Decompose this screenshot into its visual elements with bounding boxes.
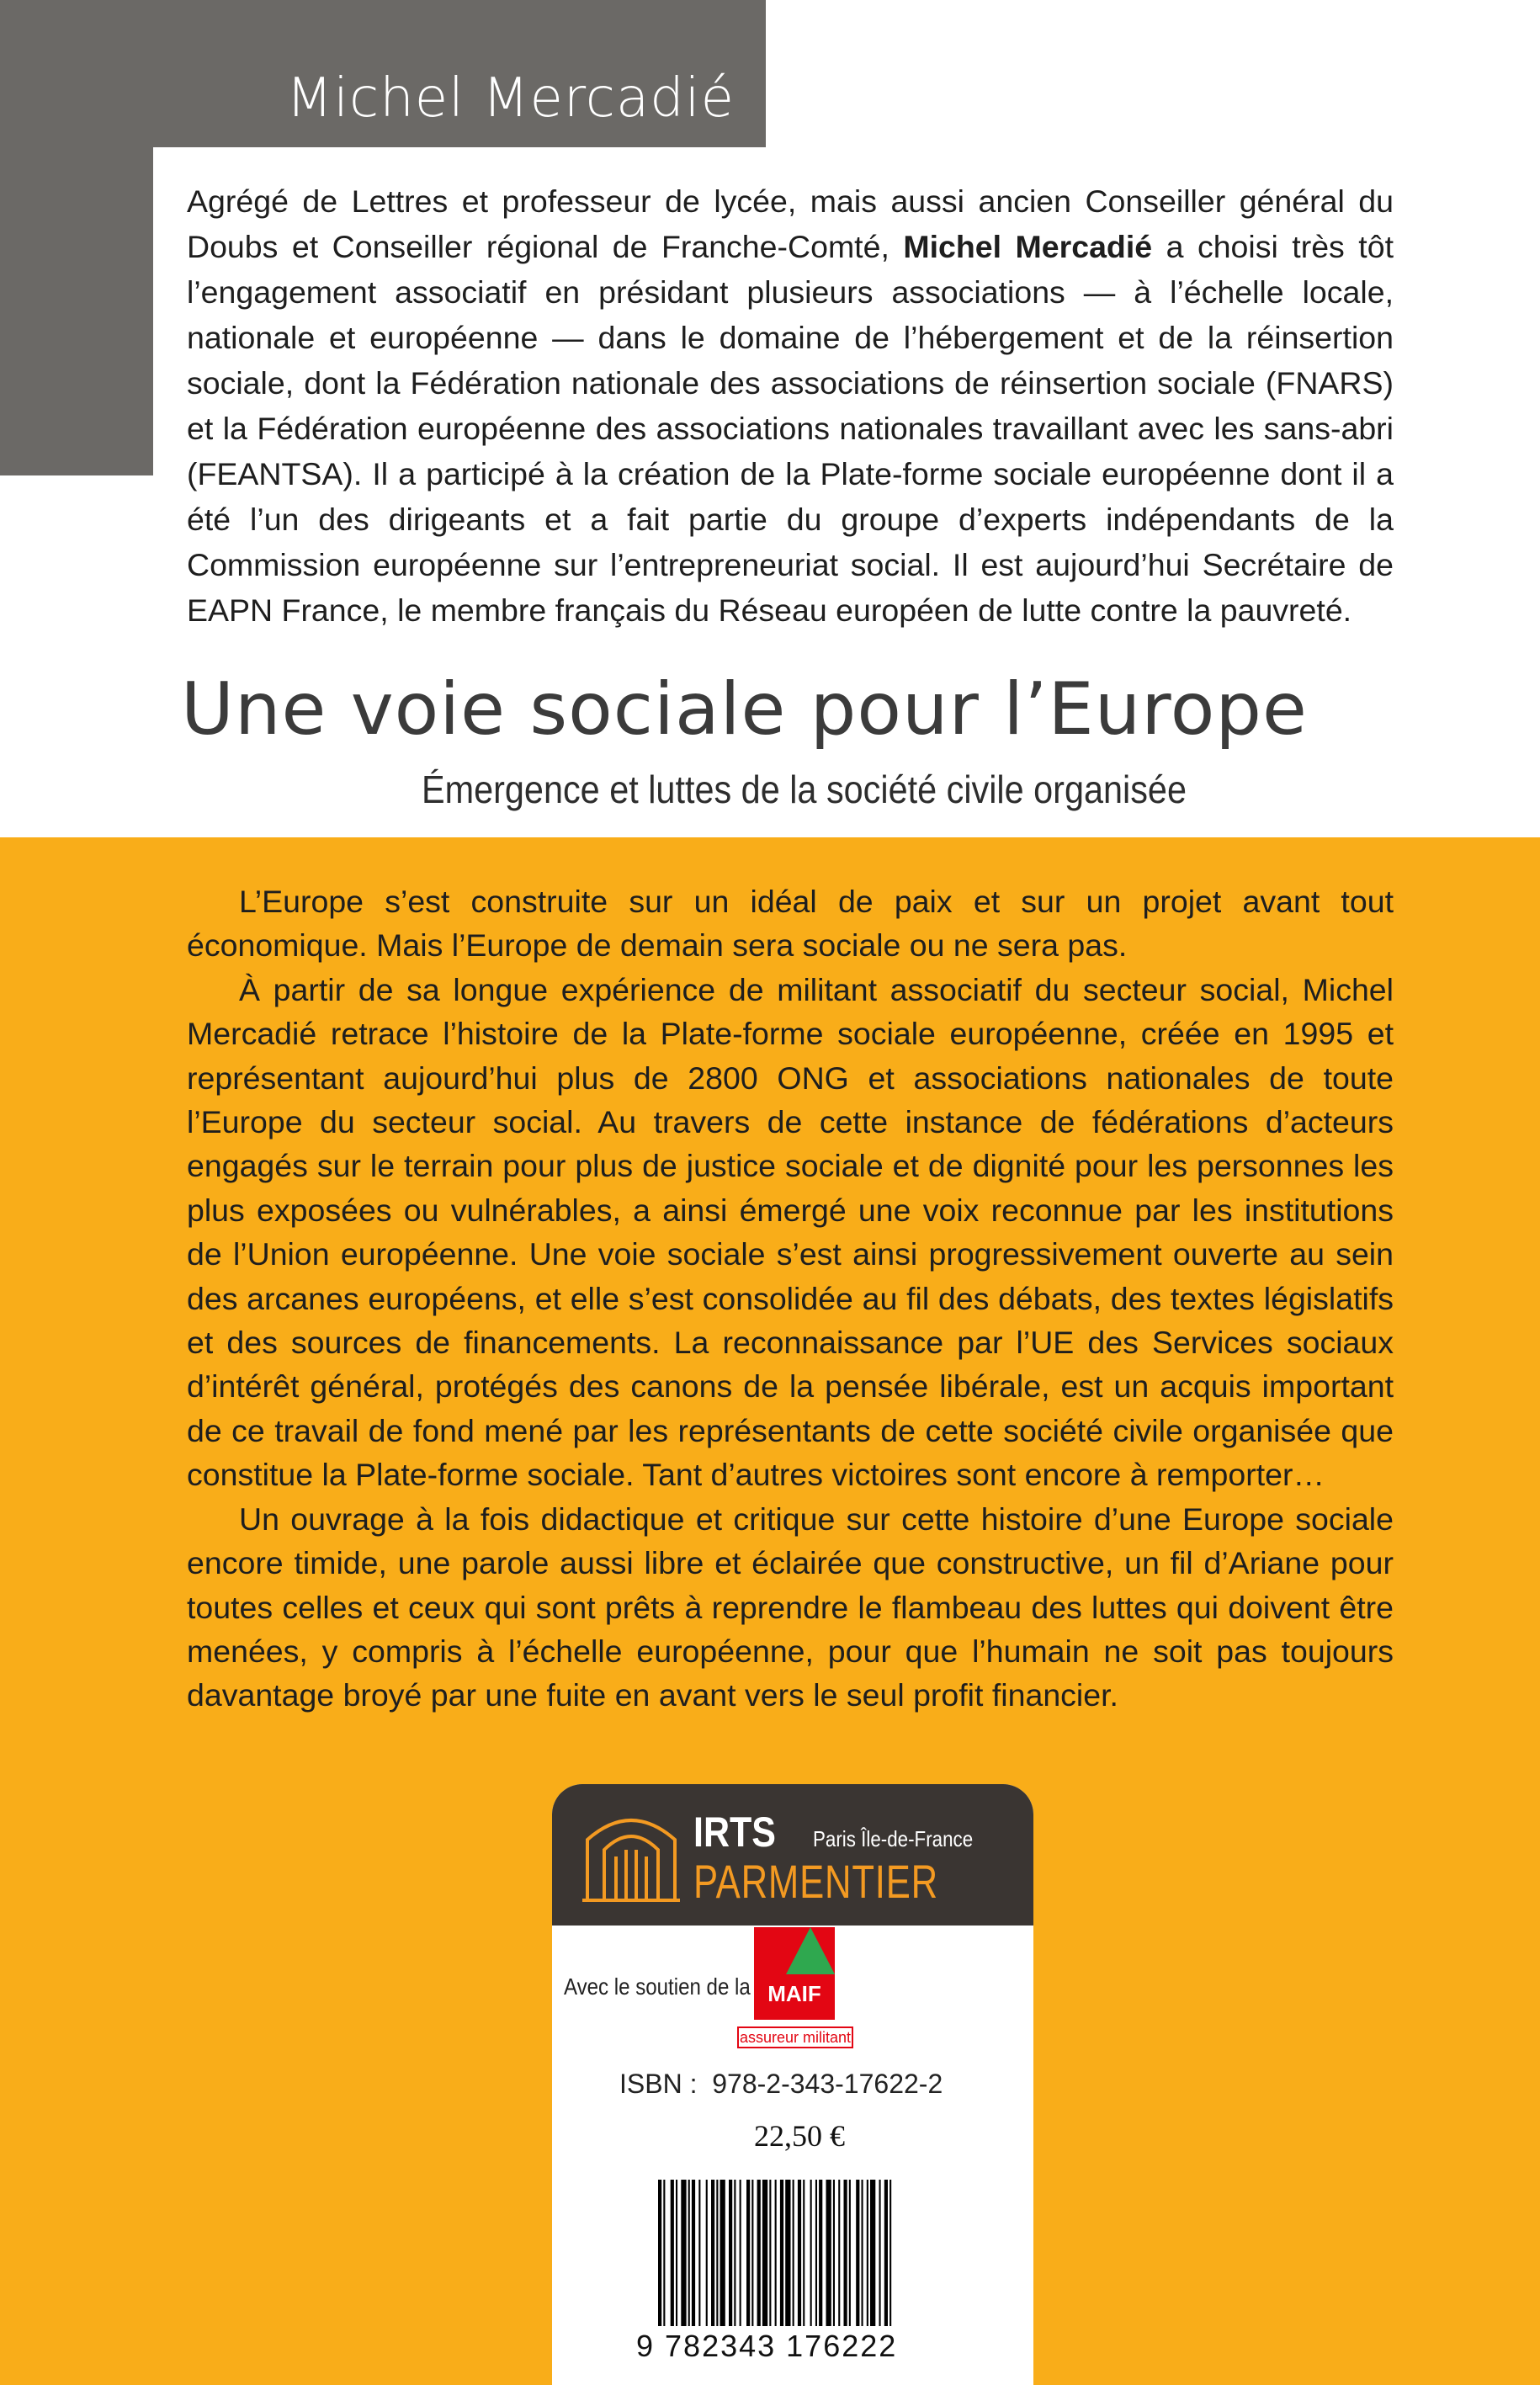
gate-icon — [581, 1806, 682, 1905]
barcode-bar — [757, 2180, 761, 2326]
support-text: Avec le soutien de la — [564, 1973, 751, 2000]
barcode-bar — [762, 2180, 767, 2326]
barcode-bar — [862, 2180, 863, 2326]
barcode-bar — [793, 2180, 794, 2326]
barcode-bar — [785, 2180, 790, 2326]
barcode-bar — [867, 2180, 868, 2326]
bio-author-name: Michel Mercadié — [903, 229, 1153, 264]
barcode-bar — [676, 2180, 677, 2326]
isbn-value: 978-2-343-17622-2 — [712, 2069, 943, 2099]
book-blurb — [187, 879, 1394, 1718]
author-name: Michel Mercadié — [286, 67, 735, 130]
maif-logo-text: MAIF — [767, 1981, 821, 2006]
barcode-bar — [746, 2180, 750, 2326]
barcode-bar — [751, 2180, 753, 2326]
irts-region: Paris Île-de-France — [813, 1826, 974, 1851]
barcode-bar — [833, 2180, 835, 2326]
barcode-bar — [803, 2180, 805, 2326]
barcode-bar — [870, 2180, 875, 2326]
maif-tagline: assureur militant — [737, 2026, 853, 2048]
irts-name: IRTS — [693, 1809, 776, 1856]
barcode-bar — [671, 2180, 674, 2326]
barcode-bar — [663, 2180, 665, 2326]
irts-logo — [552, 1784, 1033, 1926]
irts-subname: PARMENTIER — [693, 1855, 938, 1908]
blurb-paragraph: À partir de sa longue expérience de militant associatif du secteur social, Michel Mercadié retrace l’histoire de la Plate-forme sociale européenne, créée en 1995 et représentant aujourd’hui plus de 2800 ONG et associations nationales de toute l’Europe du secteur social. Au travers de cette instance de fédérations d’acteurs engagés sur le terrain pour plus de justice sociale et de dignité pour les personnes les plus exposées ou vulnérables, a ainsi émergé une voix reconnue par les institutions de l’Union européenne. Une voie sociale s’est ainsi progressivement ouverte au sein des arcanes européens, et elle s’est consolidée au fil des débats, des textes législatifs et des sources de financements. La reconnaissance par l’UE des Services sociaux d’intérêt général, protégés des canons de la pensée libérale, est un acquis important de ce travail de fond mené par les représentants de cette société civile organisée que constitue la Plate-forme sociale. Tant d’autres victoires sont encore à remporter… — [187, 971, 1394, 1493]
barcode-bar — [769, 2180, 771, 2326]
price: 22,50 € — [754, 2119, 845, 2153]
barcode-bar — [688, 2180, 690, 2326]
barcode-bar — [884, 2180, 888, 2326]
book-title: Une voie sociale pour l’Europe — [181, 667, 1308, 752]
author-band-side — [0, 147, 153, 475]
barcode-bar — [681, 2180, 686, 2326]
barcode-bar — [692, 2180, 695, 2326]
maif-green-shape — [786, 1927, 835, 1974]
barcode-bar — [780, 2180, 783, 2326]
barcode-bar — [815, 2180, 817, 2326]
barcode-bar — [838, 2180, 840, 2326]
barcode-bar — [734, 2180, 735, 2326]
book-subtitle: Émergence et luttes de la société civile organisée — [421, 768, 1187, 811]
barcode-bar — [879, 2180, 881, 2326]
publisher-panel — [552, 1784, 1033, 2385]
bio-text-before: Agrégé de Lettres et professeur de lycée, mais aussi ancien Conseiller général du Doubs et Conseiller régional de Franche-Comté, — [187, 183, 1394, 264]
barcode — [656, 2180, 949, 2326]
author-bio — [187, 178, 1394, 633]
barcode-bar — [716, 2180, 718, 2326]
barcode-bar — [775, 2180, 777, 2326]
barcode-bar — [849, 2180, 851, 2326]
barcode-bar — [706, 2180, 708, 2326]
barcode-bar — [729, 2180, 732, 2326]
barcode-bar — [720, 2180, 725, 2326]
barcode-digits: 9 782343 176222 — [636, 2329, 898, 2363]
barcode-bar — [819, 2180, 822, 2326]
barcode-bar — [658, 2180, 661, 2326]
blurb-paragraph: Un ouvrage à la fois didactique et critique sur cette histoire d’une Europe sociale encore timide, une parole aussi libre et éclairée que constructive, un fil d’Ariane pour toutes celles et ceux qui sont prêts à reprendre le flambeau des luttes qui doivent être menées, y compris à l’échelle européenne, pour que l’humain ne soit pas toujours davantage broyé par une fuite en avant vers le seul profit financier. — [187, 1501, 1394, 1713]
barcode-bar — [798, 2180, 801, 2326]
bio-text-after: a choisi très tôt l’engagement associatif en présidant plusieurs associations — à l’échelle locale, nationale et européenne — dans le domaine de l’hébergement et de la réinsertion sociale, dont la Fédération nationale des associations de réinsertion sociale (FNARS) et la Fédération européenne des associations nationales travaillant avec les sans-abri (FEANTSA). Il a participé à la création de la Plate-forme sociale européenne dont il a été l’un des dirigeants et a fait partie du groupe d’experts indépendants de la Commission européenne sur l’entrepreneuriat social. Il est aujourd’hui Secrétaire de EAPN France, le membre français du Réseau européen de lutte contre la pauvreté. — [187, 229, 1394, 628]
barcode-bar — [711, 2180, 714, 2326]
barcode-bar — [810, 2180, 812, 2326]
isbn-label: ISBN : — [619, 2069, 698, 2099]
barcode-bar — [826, 2180, 831, 2326]
barcode-bar — [889, 2180, 891, 2326]
barcode-bar — [844, 2180, 847, 2326]
barcode-bar — [740, 2180, 741, 2326]
maif-logo — [754, 1927, 835, 2020]
barcode-bar — [698, 2180, 700, 2326]
blurb-paragraph: L’Europe s’est construite sur un idéal de paix et sur un projet avant tout économique. Mais l’Europe de demain sera sociale ou ne sera pas. — [187, 884, 1394, 964]
isbn — [619, 2070, 943, 2097]
barcode-bar — [856, 2180, 859, 2326]
